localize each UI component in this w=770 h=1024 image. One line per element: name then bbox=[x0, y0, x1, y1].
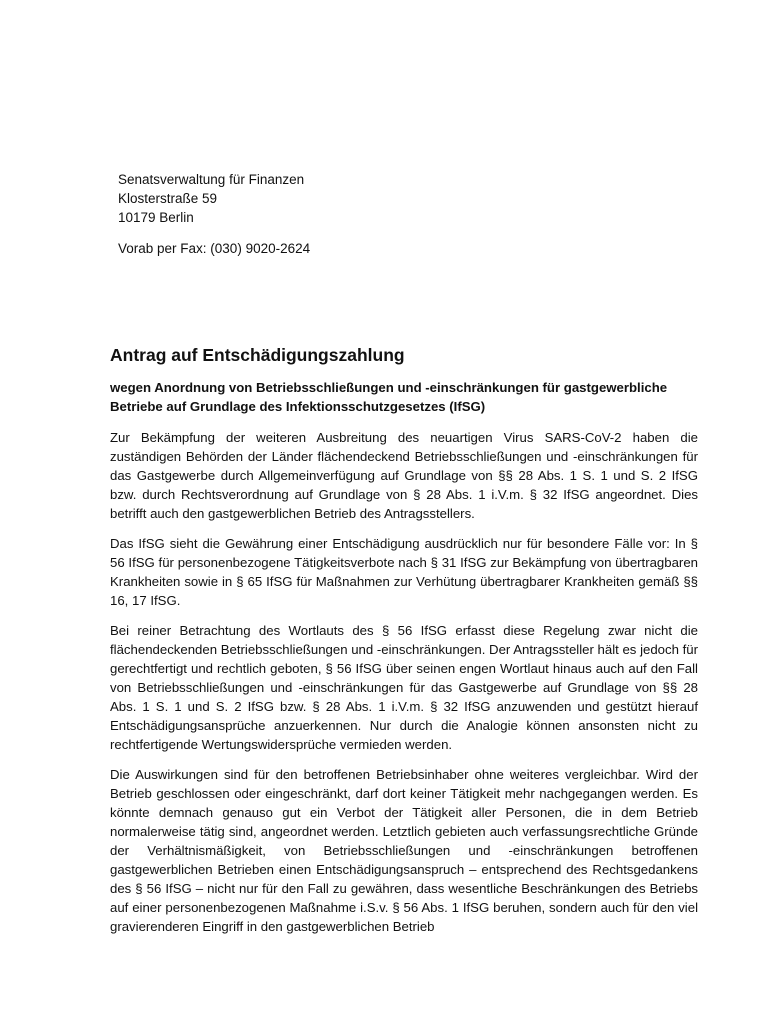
body-paragraph: Das IfSG sieht die Gewährung einer Entschädigung ausdrücklich nur für besondere Fälle vor: In § 56 IfSG für personenbezogene Tätigkeitsverbote nach § 31 IfSG zur Bekämpfung von übertragbaren Krankheiten sowie in § 65 IfSG für Maßnahmen zur Verhütung übertragbarer Krankheiten gemäß §§ 16, 17 IfSG. bbox=[110, 536, 698, 608]
fax-note: Vorab per Fax: (030) 9020-2624 bbox=[118, 241, 311, 256]
document-subtitle: wegen Anordnung von Betriebsschließungen und -einschränkungen für gastgewerbliche Betriebe auf Grundlage des Infektionsschutzgesetzes (IfSG) bbox=[110, 380, 668, 414]
body-paragraph: Zur Bekämpfung der weiteren Ausbreitung des neuartigen Virus SARS-CoV-2 haben die zuständigen Behörden der Länder flächendeckend Betriebsschließungen und -einschränkungen für das Gastgewerbe durch Allgemeinverfügung auf Grundlage von §§ 28 Abs. 1 S. 1 und S. 2 IfSG bzw. durch Rechtsverordnung auf Grundlage von § 28 Abs. 1 i.V.m. § 32 IfSG angeordnet. Dies betrifft auch den gastgewerblichen Betrieb des Antragsstellers. bbox=[110, 430, 698, 521]
body-paragraph: Die Auswirkungen sind für den betroffenen Betriebsinhaber ohne weiteres vergleichbar. Wird der Betrieb geschlossen oder eingeschränkt, darf dort keiner Tätigkeit mehr nachgegangen werden. Es könnte demnach genauso gut ein Verbot der Tätigkeit aller Personen, die in dem Betrieb normalerweise tätig sind, angeordnet werden. Letztlich gebieten auch verfassungsrechtliche Gründe der Verhältnismäßigkeit, von Betriebsschließungen und -einschränkungen betroffenen gastgewerblichen Betrieben einen Entschädigungsanspruch – entsprechend des Rechtsgedankens des § 56 IfSG – nicht nur für den Fall zu gewähren, dass wesentliche Beschränkungen des Betriebs auf einer personenbezogenen Maßnahme i.S.v. § 56 Abs. 1 IfSG beruhen, sondern auch für den viel gravierenderen Eingriff in den gastgewerblichen Betrieb bbox=[110, 767, 698, 934]
recipient-address-block bbox=[118, 170, 310, 258]
recipient-street: Klosterstraße 59 bbox=[118, 191, 218, 206]
recipient-city: 10179 Berlin bbox=[118, 210, 194, 225]
body-paragraph: Bei reiner Betrachtung des Wortlauts des § 56 IfSG erfasst diese Regelung zwar nicht die flächendeckenden Betriebsschließungen und -einschränkungen. Der Antragssteller hält es jedoch für gerechtfertigt und rechtlich geboten, § 56 IfSG über seinen engen Wortlaut hinaus auch auf den Fall von Betriebsschließungen und -einschränkungen für das Gastgewerbe auf Grundlage von §§ 28 Abs. 1 S. 1 und S. 2 IfSG bzw. § 28 Abs. 1 i.V.m. § 32 IfSG anzuwenden und gestützt hierauf Entschädigungsansprüche anzuerkennen. Nur durch die Analogie können ansonsten nicht zu rechtfertigende Wertungswidersprüche vermieden werden. bbox=[110, 623, 698, 752]
document-title: Antrag auf Entschädigungszahlung bbox=[110, 345, 405, 365]
document-body bbox=[110, 428, 698, 947]
recipient-name: Senatsverwaltung für Finanzen bbox=[118, 172, 305, 187]
